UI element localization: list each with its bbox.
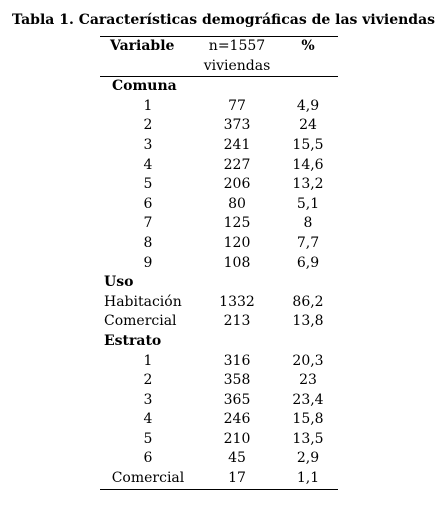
- row-label: 5: [143, 430, 153, 447]
- row-label: 6: [143, 450, 153, 467]
- table-row: [100, 293, 338, 313]
- table-row: [100, 254, 338, 274]
- section-row: [100, 77, 338, 97]
- header-variable: Variable: [100, 37, 196, 77]
- table-row: [100, 175, 338, 195]
- row-n: 206: [223, 176, 251, 193]
- row-n: 45: [228, 450, 246, 467]
- table-row: [100, 449, 338, 469]
- row-label: 1: [143, 352, 153, 369]
- row-label: 6: [143, 195, 153, 212]
- row-percent: 7,7: [296, 234, 320, 251]
- row-percent: 86,2: [292, 293, 324, 310]
- section-label: Comuna: [112, 78, 177, 95]
- row-n: 373: [223, 117, 251, 134]
- row-n: 125: [223, 215, 251, 232]
- header-n: n=1557 viviendas: [196, 37, 278, 77]
- row-percent: 15,5: [292, 136, 324, 153]
- section-row: [100, 273, 338, 293]
- row-percent: 23: [299, 372, 317, 389]
- table-row: [100, 214, 338, 234]
- row-label: 4: [143, 156, 153, 173]
- section-label: Uso: [104, 274, 134, 291]
- row-n: 241: [223, 136, 251, 153]
- row-n: 108: [223, 254, 251, 271]
- table-row: [100, 391, 338, 411]
- table-row: [100, 469, 338, 489]
- row-label: Comercial: [104, 313, 177, 330]
- table-row: [100, 430, 338, 450]
- row-n: 213: [223, 313, 251, 330]
- row-n: 17: [228, 470, 246, 487]
- table-header-row: [100, 37, 338, 77]
- row-n: 358: [223, 372, 251, 389]
- row-percent: 13,8: [292, 313, 324, 330]
- table-row: [100, 312, 338, 332]
- row-percent: 14,6: [292, 156, 324, 173]
- row-percent: 4,9: [296, 97, 320, 114]
- table-row: [100, 410, 338, 430]
- row-percent: 13,2: [292, 176, 324, 193]
- row-n: 80: [228, 195, 246, 212]
- row-label: 3: [143, 136, 153, 153]
- row-percent: 20,3: [292, 352, 324, 369]
- row-percent: 8: [303, 215, 313, 232]
- row-label: Comercial: [111, 470, 185, 487]
- row-n: 77: [228, 97, 246, 114]
- table-row: [100, 234, 338, 254]
- row-label: 7: [143, 215, 153, 232]
- row-label: Habitación: [104, 293, 182, 310]
- table-row: [100, 156, 338, 176]
- row-percent: 13,5: [292, 430, 324, 447]
- table-row: [100, 116, 338, 136]
- row-n: 227: [223, 156, 251, 173]
- row-label: 2: [143, 117, 153, 134]
- row-label: 5: [143, 176, 153, 193]
- row-percent: 24: [299, 117, 317, 134]
- section-label: Estrato: [104, 332, 162, 349]
- table-row: [100, 352, 338, 372]
- row-percent: 5,1: [296, 195, 320, 212]
- row-label: 4: [143, 411, 153, 428]
- row-n: 1332: [219, 293, 255, 310]
- row-percent: 2,9: [296, 450, 320, 467]
- row-label: 9: [143, 254, 153, 271]
- table-row: [100, 195, 338, 215]
- table-row: [100, 136, 338, 156]
- row-percent: 6,9: [296, 254, 320, 271]
- row-label: 3: [143, 391, 153, 408]
- table-row: [100, 371, 338, 391]
- row-n: 365: [223, 391, 251, 408]
- table-row: [100, 97, 338, 117]
- row-n: 210: [223, 430, 251, 447]
- row-n: 246: [223, 411, 251, 428]
- row-n: 316: [223, 352, 251, 369]
- section-row: [100, 332, 338, 352]
- row-label: 2: [143, 372, 153, 389]
- row-label: 8: [143, 234, 153, 251]
- demographics-table: [100, 36, 338, 490]
- row-label: 1: [143, 97, 153, 114]
- row-percent: 23,4: [292, 391, 324, 408]
- row-n: 120: [223, 234, 251, 251]
- row-percent: 15,8: [292, 411, 324, 428]
- table-title: Tabla 1. Características demográficas de las viviendas: [12, 12, 436, 28]
- header-percent: %: [278, 37, 338, 77]
- row-percent: 1,1: [296, 470, 320, 487]
